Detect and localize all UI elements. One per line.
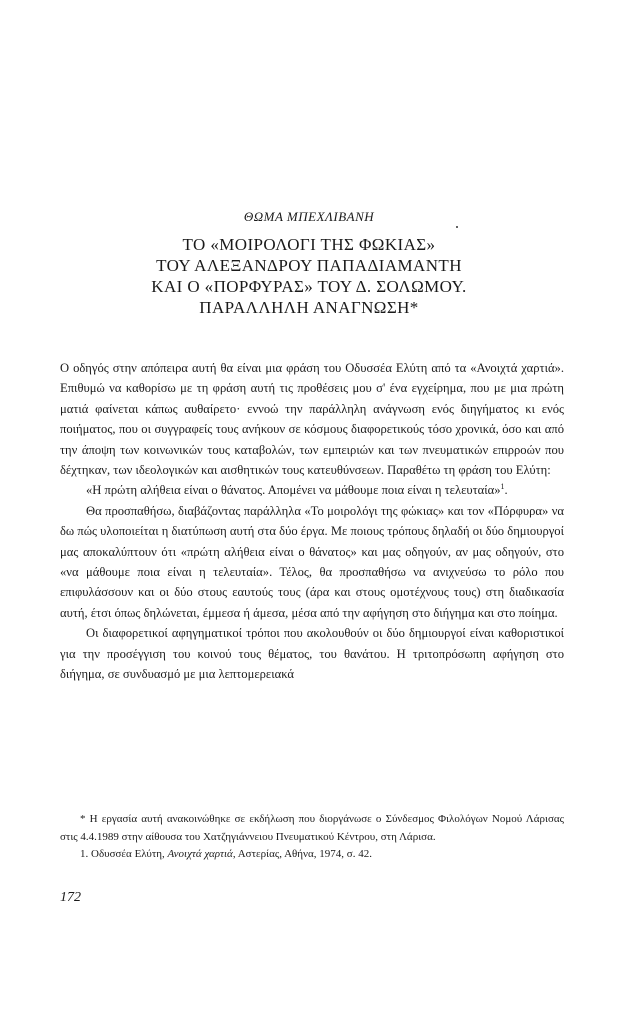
article-title [0, 234, 618, 318]
footnote-ref-1[interactable]: 1 [500, 482, 505, 492]
title-line-1: ΤΟ «ΜΟΙΡΟΛΟΓΙ ΤΗΣ ΦΩΚΙΑΣ» [182, 235, 436, 254]
body-text [60, 358, 564, 685]
quote-paragraph [60, 480, 564, 500]
author-name: ΘΩΜΑ ΜΠΕΧΛΙΒΑΝΗ [243, 209, 375, 224]
footnote-1-prefix: 1. Οδυσσέα Ελύτη, [80, 848, 168, 860]
paragraph-4: Οι διαφορετικοί αφηγηματικοί τρόποι που ακολουθούν οι δύο δημιουργοί είναι καθοριστικοί για την προσέγγιση του κοινού τους θέματος, του θανάτου. Η τριτοπρόσωπη αφήγηση στο διήγημα, σε συνδυασμό με μια λεπτομερειακά [60, 626, 564, 682]
title-line-2: ΤΟΥ ΑΛΕΞΑΝΔΡΟΥ ΠΑΠΑΔΙΑΜΑΝΤΗ [156, 256, 462, 275]
paragraph-1: Ο οδηγός στην απόπειρα αυτή θα είναι μια φράση του Οδυσσέα Ελύτη από τα «Ανοιχτά χαρτιά». Επιθυμώ να καθορίσω με τη φράση αυτή τις προθέσεις μου σ' ένα εγχείρημα, που με μια πρώτη ματιά φαίνεται κάπως αυθαίρετο· εννοώ την παράλληλη ανάγνωση ενός διηγήματος κι ενός ποιήματος, που οι συγγραφείς τους ανήκουν σε κόσμους διαφορετικούς τόσο χρονικά, όσο και από την άποψη των κοινωνικών τους καταβολών, των εμπειριών και των πνευματικών επιρροών που δέχτηκαν, των ιδεολογικών και αισθητικών τους κατευθύνσεων. Παραθέτω τη φράση του Ελύτη: [60, 361, 564, 478]
title-line-4: ΠΑΡΑΛΛΗΛΗ ΑΝΑΓΝΩΣΗ* [199, 298, 419, 317]
print-speck [456, 226, 458, 228]
footnote-1-suffix: , Αστερίας, Αθήνα, 1974, σ. 42. [232, 848, 372, 860]
quote-end: . [504, 483, 508, 498]
footnotes [60, 811, 564, 864]
title-line-3: ΚΑΙ Ο «ΠΟΡΦΥΡΑΣ» ΤΟΥ Δ. ΣΟΛΩΜΟΥ. [151, 277, 467, 296]
footnote-1-title: Ανοιχτά χαρτιά [167, 848, 233, 860]
quote-text: «Η πρώτη αλήθεια είναι ο θάνατος. Απομένει να μάθουμε ποια είναι η τελευταία» [86, 483, 501, 498]
footnote-1 [60, 846, 564, 864]
paragraph-3: Θα προσπαθήσω, διαβάζοντας παράλληλα «Το μοιρολόγι της φώκιας» και τον «Πόρφυρα» να δω πώς υλοποιείται η διατύπωση αυτή στα δύο έργα. Με ποιους τρόπους δηλαδή οι δύο δημιουργοί μας αποκαλύπτουν ότι «πρώτη αλήθεια είναι ο θάνατος» και μας οδηγούν, αν μας οδηγούν, στο «να μάθουμε ποια είναι η τελευταία». Τέλος, θα προσπαθήσω να ανιχνεύσω το ρόλο που επιφυλάσσουν και οι δύο στους εαυτούς τους (άρα και στους ομοτέχνους τους) στη διαδικασία αυτή, έτσι όπως δηλώνεται, έμμεσα ή άμεσα, μέσα από την αφήγηση στο διήγημα και στο ποίημα. [60, 503, 564, 620]
page-number: 172 [60, 890, 81, 905]
footnote-star: * Η εργασία αυτή ανακοινώθηκε σε εκδήλωση που διοργάνωσε ο Σύνδεσμος Φιλολόγων Νομού Λάρισας στις 4.4.1989 στην αίθουσα του Χατζηγιάννειου Πνευματικού Κέντρου, στη Λάρισα. [60, 813, 564, 843]
